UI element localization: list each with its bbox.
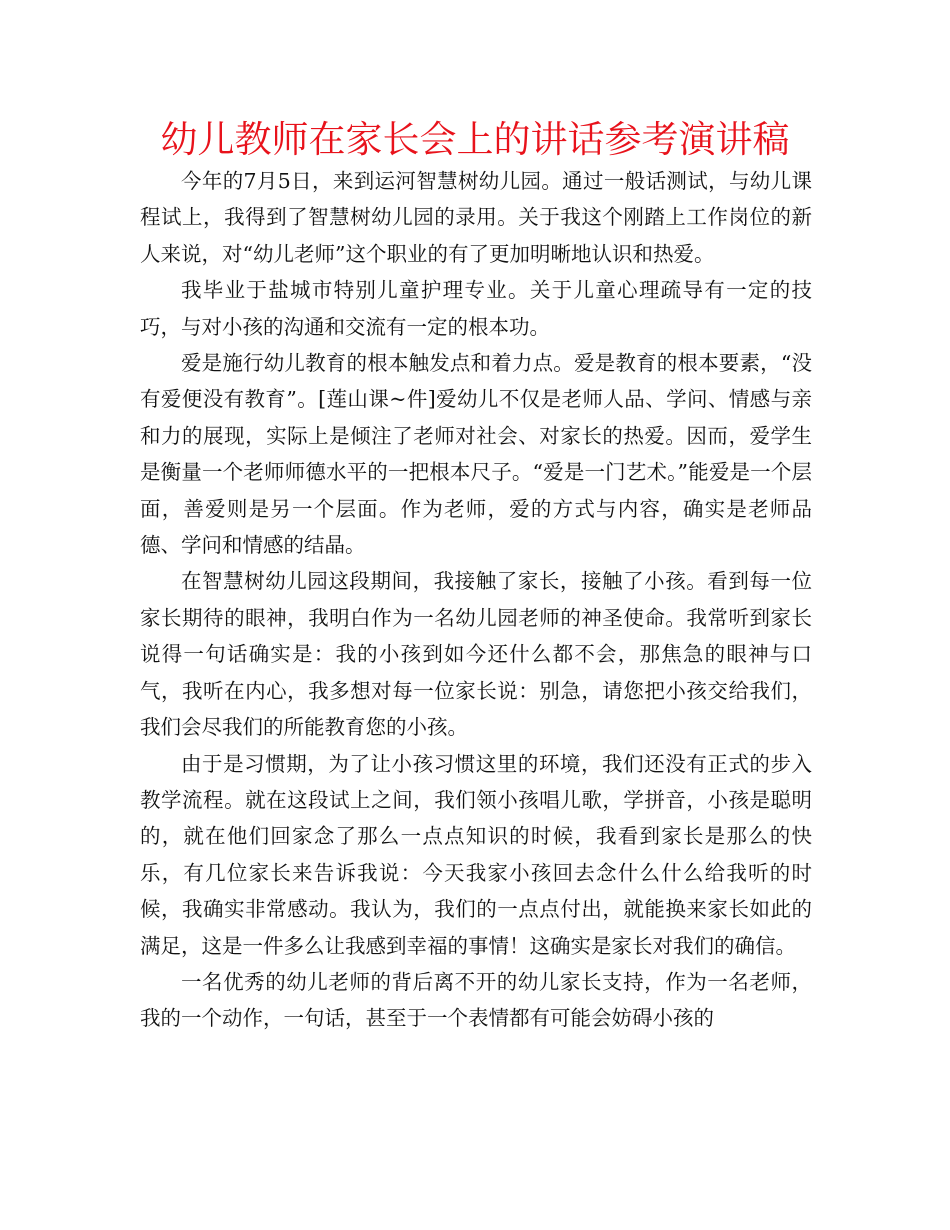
paragraph: 一名优秀的幼儿老师的背后离不开的幼儿家长支持，作为一名老师，我的一个动作，一句话，甚至于一个表情都有可能会妨碍小孩的 (140, 969, 812, 1031)
paragraph: 爱是施行幼儿教育的根本触发点和着力点。爱是教育的根本要素，“没有爱便没有教育”。[莲山课~件]爱幼儿不仅是老师人品、学问、情感与亲和力的展现，实际上是倾注了老师对社会、对家长的热爱。因而，爱学生是衡量一个老师师德水平的一把根本尺子。“爱是一门艺术。”能爱是一个层面，善爱则是另一个层面。作为老师，爱的方式与内容，确实是老师品德、学问和情感的结晶。 (140, 351, 812, 558)
paragraph: 由于是习惯期，为了让小孩习惯这里的环境，我们还没有正式的步入教学流程。就在这段试上之间，我们领小孩唱儿歌，学拼音，小孩是聪明的，就在他们回家念了那么一点点知识的时候，我看到家长是那么的快乐，有几位家长来告诉我说：今天我家小孩回去念什么什么给我听的时候，我确实非常感动。我认为，我们的一点点付出，就能换来家长如此的满足，这是一件多么让我感到幸福的事情！这确实是家长对我们的确信。 (140, 751, 812, 958)
document-body (140, 163, 812, 1037)
paragraph: 我毕业于盐城市特别儿童护理专业。关于儿童心理疏导有一定的技巧，与对小孩的沟通和交流有一定的根本功。 (140, 278, 812, 339)
paragraph: 今年的7月5日，来到运河智慧树幼儿园。通过一般话测试，与幼儿课程试上，我得到了智慧树幼儿园的录用。关于我这个刚踏上工作岗位的新人来说，对“幼儿老师”这个职业的有了更加明晰地认识和热爱。 (140, 169, 812, 266)
paragraph: 在智慧树幼儿园这段期间，我接触了家长，接触了小孩。看到每一位家长期待的眼神，我明白作为一名幼儿园老师的神圣使命。我常听到家长说得一句话确实是：我的小孩到如今还什么都不会，那焦急的眼神与口气，我听在内心，我多想对每一位家长说：别急，请您把小孩交给我们，我们会尽我们的所能教育您的小孩。 (140, 569, 812, 740)
document-title: 幼儿教师在家长会上的讲话参考演讲稿 (160, 118, 790, 161)
